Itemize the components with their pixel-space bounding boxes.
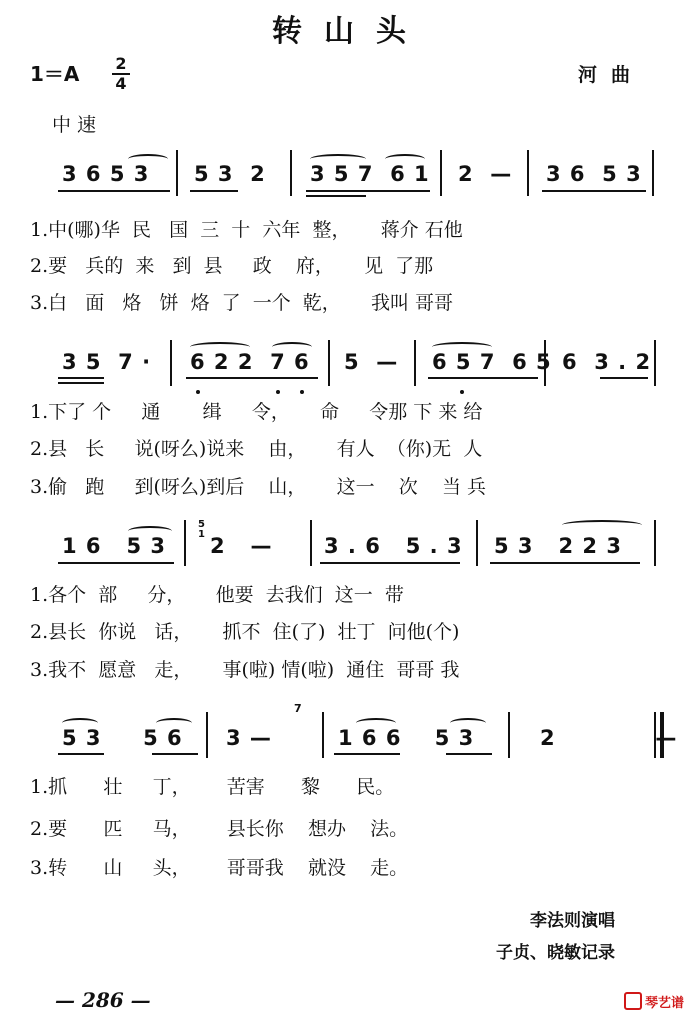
- watermark-logo: [624, 990, 694, 1012]
- measure-notes: 3 5 7 6 1: [310, 162, 430, 186]
- octave-dot: [300, 390, 304, 394]
- time-signature-top: 2: [115, 54, 127, 73]
- beam: [490, 562, 640, 564]
- lyric-verse-1: 1.下了 个 通 缉 令， 命 令那 下 来 给: [30, 401, 483, 423]
- lyric-verse-1: 1.抓 壮 丁， 苦害 黎 民。: [30, 776, 395, 798]
- song-title: 转山头: [272, 14, 428, 49]
- time-signature: [112, 55, 130, 93]
- music-note-icon: [624, 992, 642, 1010]
- beam: [58, 377, 104, 379]
- lyric-verse-1: 1.各个 部 分， 他要 去我们 这一 带: [30, 584, 404, 606]
- recorder-credit: 子贞、晓敏记录: [496, 943, 615, 963]
- measure-notes: 6 3 . 2: [562, 350, 652, 374]
- watermark-text: 琴艺谱: [645, 995, 685, 1011]
- lyric-verse-2: 2.县 长 说(呀么)说来 由， 有人 （你)无 人: [30, 438, 483, 460]
- measure-notes: 3 —: [226, 726, 272, 750]
- lyric-verse-3: 3.转 山 头， 哥哥我 就没 走。: [30, 857, 409, 879]
- measure-notes: 3 . 6 5 . 3: [324, 534, 463, 558]
- slur: [128, 154, 168, 164]
- beam: [306, 195, 366, 197]
- barline: [527, 150, 529, 196]
- barline: [414, 340, 416, 386]
- beam: [58, 190, 170, 192]
- beam: [320, 562, 460, 564]
- barline: [170, 340, 172, 386]
- slur: [356, 718, 396, 728]
- slur: [385, 154, 425, 164]
- beam: [152, 753, 198, 755]
- slur: [432, 342, 492, 352]
- measure-notes: 1 6 6 5 3: [338, 726, 475, 750]
- measure-notes: 5 3 5 6: [62, 726, 183, 750]
- lyric-verse-2: 2.要 匹 马， 县长你 想办 法。: [30, 818, 409, 840]
- barline: [476, 520, 478, 566]
- singer-credit: 李法则演唱: [530, 911, 615, 931]
- lyric-verse-3: 3.白 面 烙 饼 烙 了 一个 乾， 我叫 哥哥: [30, 292, 454, 314]
- measure-notes: 5 3 2 2 3: [494, 534, 622, 558]
- page-number: — 286 —: [55, 988, 151, 1012]
- beam: [446, 753, 492, 755]
- song-source: 河曲: [578, 64, 645, 86]
- measure-notes: 2 —: [540, 726, 678, 750]
- measure-notes: 6 2 2 7 6: [190, 350, 310, 374]
- barline: [206, 712, 208, 758]
- beam: [58, 382, 104, 384]
- measure-notes: 3 6 5 3: [546, 162, 642, 186]
- time-signature-bottom: 4: [112, 73, 130, 93]
- beam: [58, 562, 174, 564]
- octave-dot: [196, 390, 200, 394]
- beam: [334, 753, 400, 755]
- slur: [190, 342, 250, 352]
- barline: [440, 150, 442, 196]
- lyric-verse-3: 3.偷 跑 到(呀么)到后 山， 这一 次 当 兵: [30, 476, 486, 498]
- measure-notes: 6 5 7 6 5: [432, 350, 552, 374]
- measure-notes: 1 6 5 3: [62, 534, 167, 558]
- barline: [654, 340, 656, 386]
- barline: [654, 520, 656, 566]
- slur: [310, 154, 366, 164]
- measure-notes: 5 —: [344, 350, 399, 374]
- measure-notes: 3 6 5 3: [62, 162, 150, 186]
- beam: [58, 753, 104, 755]
- beam: [428, 377, 538, 379]
- measure-notes: 5 3 2: [194, 162, 266, 186]
- beam: [190, 190, 238, 192]
- measure-notes: 2 —: [210, 534, 273, 558]
- tempo-marking: 中速: [52, 114, 103, 136]
- barline: [310, 520, 312, 566]
- grace-note: 5 1: [198, 519, 206, 540]
- lyric-verse-3: 3.我不 愿意 走， 事(啦) 情(啦) 通住 哥哥 我: [30, 659, 460, 681]
- measure-notes: 2 —: [458, 162, 513, 186]
- barline: [328, 340, 330, 386]
- lyric-verse-1: 1.中(哪)华 民 国 三 十 六年 整， 蒋介 石他: [30, 219, 463, 241]
- slur: [562, 520, 642, 530]
- barline: [290, 150, 292, 196]
- grace-note: 7: [294, 702, 303, 715]
- slur: [128, 526, 172, 536]
- lyric-verse-2: 2.要 兵的 来 到 县 政 府， 见 了那: [30, 255, 434, 277]
- slur: [62, 718, 98, 728]
- measure-notes: 3 5 7 ·: [62, 350, 152, 374]
- beam: [186, 377, 318, 379]
- barline: [176, 150, 178, 196]
- barline: [184, 520, 186, 566]
- octave-dot: [460, 390, 464, 394]
- octave-dot: [276, 390, 280, 394]
- slur: [156, 718, 192, 728]
- barline: [322, 712, 324, 758]
- slur: [272, 342, 312, 352]
- beam: [542, 190, 646, 192]
- lyric-verse-2: 2.县长 你说 话， 抓不 住(了) 壮丁 问他(个): [30, 621, 460, 643]
- barline: [508, 712, 510, 758]
- barline: [652, 150, 654, 196]
- beam: [306, 190, 430, 192]
- beam: [600, 377, 648, 379]
- slur: [450, 718, 486, 728]
- key-signature: 1＝A: [30, 62, 80, 86]
